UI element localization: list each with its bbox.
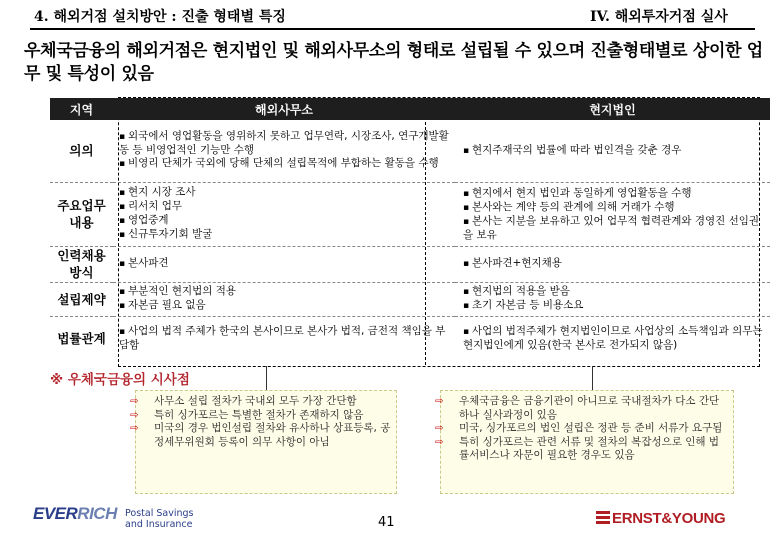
office-point: ▪ 부분적인 현지법의 적용 [119, 285, 449, 299]
table-row [50, 120, 770, 182]
implication-item: ⇨ 특히 싱가포르는 관련 서류 및 절차의 복잡성으로 인해 법률서비스나 자문이 필요한 경우도 있음 [435, 435, 719, 461]
office-cell [113, 182, 455, 246]
table-row [50, 282, 770, 316]
table-row [50, 182, 770, 246]
everrich-logo: EVERRICH [33, 504, 117, 523]
office-point: ▪ 자본금 필요 없음 [119, 299, 449, 313]
office-cell [113, 120, 455, 182]
section-title-left: 4. 해외거점 설치방안 : 진출 형태별 특징 [34, 9, 286, 25]
row-label: 설립제약 [50, 282, 113, 316]
office-cell [113, 282, 455, 316]
ernst-young-logo: ERNST&YOUNG [612, 510, 726, 527]
office-point: ▪ 사업의 법적 주체가 한국의 본사이므로 본사가 법적, 금전적 책임을 부담함 [119, 325, 449, 352]
header-office: 해외사무소 [113, 98, 455, 120]
subsidiary-point: ▪ 본사파견+현지채용 [463, 257, 764, 271]
section-title-right: IV. 해외투자거점 실사 [590, 9, 728, 25]
subsidiary-cell [455, 282, 770, 316]
subsidiary-point: ▪ 현지에서 현지 법인과 동일하게 영업활동을 수행 [463, 187, 764, 201]
page-title: 우체국금융의 해외거점은 현지법인 및 해외사무소의 형태로 설립될 수 있으며 진출형태별로 상이한 업무 및 특성이 있음 [24, 41, 763, 84]
implication-heading: ※ 우체국금융의 시사점 [50, 372, 190, 388]
office-cell [113, 246, 455, 282]
header-subsidiary: 현지법인 [455, 98, 770, 120]
row-label: 법률관계 [50, 316, 113, 360]
subsidiary-implications-panel [435, 390, 734, 494]
subsidiary-point: ▪ 초기 자본금 등 비용소요 [463, 299, 764, 313]
postal-savings-logo-text: Postal Savings and Insurance [125, 508, 194, 530]
implication-item: ⇨ 특히 싱가포르는 특별한 절차가 존재하지 않음 [130, 408, 364, 421]
subsidiary-point: ▪ 본사는 지분을 보유하고 있어 업무적 협력관계와 경영진 선임권을 보유 [463, 215, 764, 242]
ey-logo-icon [596, 510, 610, 524]
header-divider [30, 28, 755, 30]
implication-item: ⇨ 사무소 설립 절차가 국내외 모두 가장 간단함 [130, 395, 357, 407]
subsidiary-cell [455, 182, 770, 246]
office-point: ▪ 현지 시장 조사 [119, 186, 449, 200]
subsidiary-cell [455, 316, 770, 360]
subsidiary-point: ▪ 본사와는 계약 등의 관계에 의해 거래가 수행 [463, 201, 764, 215]
table-row [50, 316, 770, 360]
implication-item: ⇨ 미국, 싱가포르의 법인 설립은 정관 등 준비 서류가 요구됨 [435, 422, 723, 434]
office-point: ▪ 비영리 단체가 국외에 당해 단체의 설립목적에 부합하는 활동을 수행 [119, 157, 449, 171]
comparison-table [50, 98, 770, 360]
table-row [50, 246, 770, 282]
subsidiary-point: ▪ 현지주재국의 법률에 따라 법인격을 갖춘 경우 [463, 144, 764, 158]
subsidiary-cell [455, 246, 770, 282]
office-implications-panel [130, 390, 397, 494]
row-label: 인력채용 방식 [50, 246, 113, 282]
office-point: ▪ 영업중계 [119, 214, 449, 228]
office-point: ▪ 리서치 업무 [119, 200, 449, 214]
subsidiary-point: ▪ 사업의 법적주체가 현지법인이므로 사업상의 소득책임과 의무는 현지법인에게 있음(한국 본사로 전가되지 않음) [463, 325, 764, 352]
office-cell [113, 316, 455, 360]
subsidiary-point: ▪ 현지법의 적용을 받음 [463, 285, 764, 299]
office-point: ▪ 외국에서 영업활동을 영위하지 못하고 업무연락, 시장조사, 연구개발활동 등 비영업적인 기능만 수행 [119, 130, 449, 157]
implication-item: ⇨ 미국의 경우 법인설립 절차와 유사하나 상표등록, 공정세무위원회 등록이 의무 사항이 아님 [130, 422, 391, 448]
header-region: 지역 [50, 98, 113, 120]
page-number: 41 [378, 515, 395, 530]
office-point: ▪ 신규투자기회 발굴 [119, 228, 449, 242]
row-label: 의의 [50, 120, 113, 182]
implication-item: ⇨ 우체국금융은 금융기관이 아니므로 국내절차가 다소 간단하나 실사과정이 있음 [435, 395, 720, 421]
subsidiary-cell [455, 120, 770, 182]
office-point: ▪ 본사파견 [119, 257, 449, 271]
row-label: 주요업무 내용 [50, 182, 113, 246]
